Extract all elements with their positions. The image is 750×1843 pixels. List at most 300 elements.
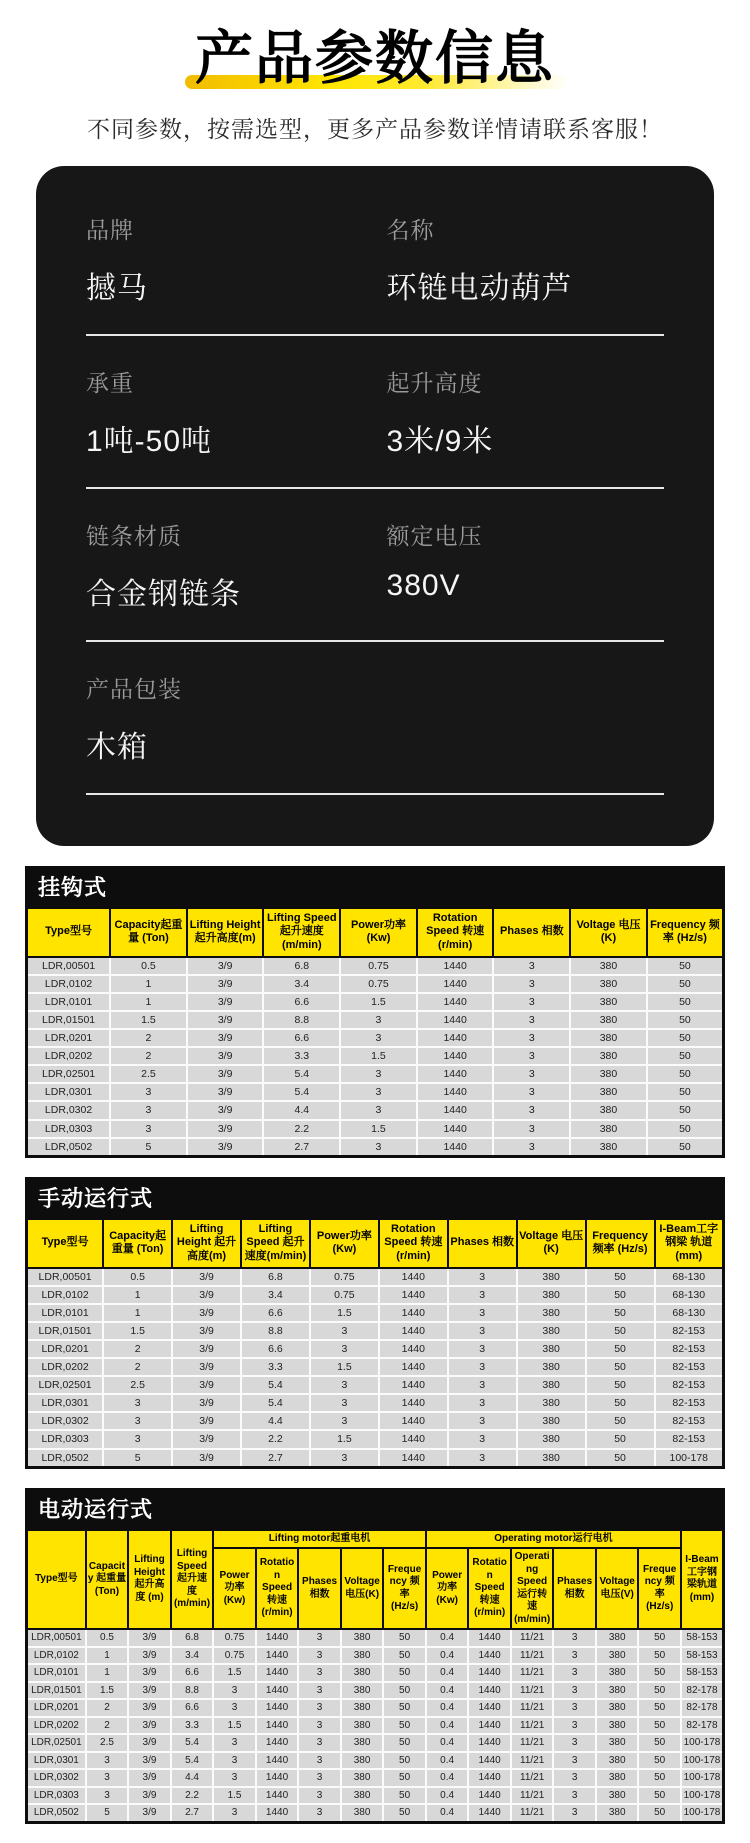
table-cell: 0.4 bbox=[426, 1682, 469, 1700]
table-cell: 50 bbox=[383, 1629, 426, 1647]
table-cell: 3/9 bbox=[172, 1358, 241, 1376]
table-cell: 68-130 bbox=[655, 1304, 724, 1322]
table-header-cell: Power功率(Kw) bbox=[340, 907, 417, 957]
table-cell: 1440 bbox=[417, 1029, 494, 1047]
table-cell: 3 bbox=[553, 1629, 596, 1647]
table-cell: 380 bbox=[596, 1769, 639, 1787]
table-header-cell: I-Beam工字钢梁 轨道(mm) bbox=[655, 1218, 724, 1268]
table-head bbox=[27, 1529, 724, 1629]
table-cell: LDR,0301 bbox=[27, 1083, 111, 1101]
table-cell: 3 bbox=[298, 1647, 341, 1665]
table-cell: 1440 bbox=[468, 1699, 511, 1717]
spec-label: 额定电压 bbox=[386, 522, 483, 549]
table-cell: 1.5 bbox=[213, 1717, 256, 1735]
table-cell: 3.4 bbox=[263, 975, 340, 993]
table-cell: 6.6 bbox=[241, 1340, 310, 1358]
table-row bbox=[27, 1083, 724, 1101]
table-cell: LDR,0303 bbox=[27, 1787, 86, 1805]
table-cell: 0.4 bbox=[426, 1699, 469, 1717]
table-cell: 1440 bbox=[468, 1664, 511, 1682]
table-cell: 5.4 bbox=[171, 1734, 214, 1752]
table-cell: 1440 bbox=[379, 1430, 448, 1448]
table-cell: 3 bbox=[448, 1286, 517, 1304]
table-header-cell: Capacity起重量 (Ton) bbox=[110, 907, 187, 957]
table-head bbox=[27, 1218, 724, 1268]
table-cell: 3 bbox=[298, 1769, 341, 1787]
table-cell: 380 bbox=[341, 1629, 384, 1647]
table-header-cell: Lifting Speed 起升速度(m/min) bbox=[263, 907, 340, 957]
table-cell: 0.4 bbox=[426, 1769, 469, 1787]
table-cell: 1 bbox=[86, 1647, 129, 1665]
table-cell: 3 bbox=[310, 1340, 379, 1358]
table-cell: 0.4 bbox=[426, 1734, 469, 1752]
table-cell: 11/21 bbox=[511, 1647, 554, 1665]
table-cell: 3 bbox=[213, 1682, 256, 1700]
table-cell: 380 bbox=[570, 1101, 647, 1119]
table-row bbox=[27, 1138, 724, 1157]
table-cell: 2 bbox=[103, 1358, 172, 1376]
table-row bbox=[27, 1029, 724, 1047]
table-cell: 0.5 bbox=[110, 957, 187, 975]
table-cell: 3/9 bbox=[128, 1647, 171, 1665]
table-row bbox=[27, 1699, 724, 1717]
table-cell: 3 bbox=[310, 1394, 379, 1412]
table-cell: 6.8 bbox=[171, 1629, 214, 1647]
table-cell: 100-178 bbox=[681, 1804, 724, 1822]
table-cell: 3/9 bbox=[172, 1430, 241, 1448]
table-cell: 1440 bbox=[468, 1717, 511, 1735]
table-cell: 3/9 bbox=[128, 1717, 171, 1735]
table-cell: 1 bbox=[103, 1286, 172, 1304]
table-cell: 6.6 bbox=[171, 1664, 214, 1682]
spec-label: 产品包装 bbox=[86, 675, 182, 702]
table-cell: LDR,0502 bbox=[27, 1138, 111, 1157]
table-header-cell: Lifting Height 起升高度(m) bbox=[172, 1218, 241, 1268]
table-cell: 1440 bbox=[379, 1358, 448, 1376]
table-header-cell: Lifting Speed 起升速度(m/min) bbox=[241, 1218, 310, 1268]
table-cell: 380 bbox=[341, 1752, 384, 1770]
table-cell: 3 bbox=[298, 1664, 341, 1682]
table-cell: 50 bbox=[647, 1011, 724, 1029]
table-cell: LDR,0201 bbox=[27, 1340, 104, 1358]
table-header-group-cell: Operating motor运行电机 bbox=[426, 1529, 681, 1548]
table-cell: 3 bbox=[448, 1449, 517, 1468]
table-cell: 3 bbox=[298, 1734, 341, 1752]
table-cell: 6.8 bbox=[241, 1268, 310, 1286]
table-cell: 3 bbox=[493, 1029, 570, 1047]
table-cell: 50 bbox=[647, 993, 724, 1011]
table-cell: 50 bbox=[638, 1647, 681, 1665]
table-cell: 11/21 bbox=[511, 1717, 554, 1735]
table-row bbox=[27, 1011, 724, 1029]
table-cell: 1440 bbox=[417, 1011, 494, 1029]
table-cell: 1440 bbox=[256, 1699, 299, 1717]
table-cell: LDR,0101 bbox=[27, 1664, 86, 1682]
spec-value: 380V bbox=[386, 568, 461, 602]
table-cell: 380 bbox=[341, 1699, 384, 1717]
table-cell: 1 bbox=[103, 1304, 172, 1322]
table-cell: 1440 bbox=[417, 975, 494, 993]
table-cell: 1440 bbox=[379, 1449, 448, 1468]
table-cell: 3 bbox=[340, 1065, 417, 1083]
table-cell: 380 bbox=[517, 1449, 586, 1468]
table-cell: 3.3 bbox=[241, 1358, 310, 1376]
table-header-cell: Lifting Height 起升高度(m) bbox=[187, 907, 264, 957]
table-hook-type bbox=[25, 906, 725, 1158]
table-row bbox=[27, 1358, 724, 1376]
table-cell: 2.2 bbox=[171, 1787, 214, 1805]
table-cell: 11/21 bbox=[511, 1699, 554, 1717]
table-cell: 100-178 bbox=[681, 1769, 724, 1787]
table-row bbox=[27, 1394, 724, 1412]
table-cell: 3 bbox=[110, 1083, 187, 1101]
table-cell: 3 bbox=[213, 1699, 256, 1717]
table-cell: 3 bbox=[310, 1412, 379, 1430]
table-cell: 380 bbox=[341, 1787, 384, 1805]
table-cell: 3 bbox=[448, 1412, 517, 1430]
table-cell: 3 bbox=[298, 1682, 341, 1700]
table-cell: 100-178 bbox=[681, 1752, 724, 1770]
table-section-hook-type bbox=[25, 866, 725, 1158]
table-cell: 380 bbox=[570, 1029, 647, 1047]
table-cell: 50 bbox=[647, 1120, 724, 1138]
table-row bbox=[27, 1101, 724, 1119]
table-cell: 3/9 bbox=[128, 1734, 171, 1752]
table-cell: 6.8 bbox=[263, 957, 340, 975]
table-cell: 50 bbox=[647, 1101, 724, 1119]
table-header-group-cell: Lifting motor起重电机 bbox=[213, 1529, 426, 1548]
table-row bbox=[27, 1647, 724, 1665]
table-cell: 3 bbox=[298, 1699, 341, 1717]
table-cell: LDR,0102 bbox=[27, 975, 111, 993]
table-cell: LDR,0502 bbox=[27, 1804, 86, 1822]
table-cell: 2.7 bbox=[241, 1449, 310, 1468]
table-cell: 1440 bbox=[468, 1647, 511, 1665]
spec-field-lifting-height bbox=[387, 361, 664, 460]
table-cell: 3 bbox=[493, 1065, 570, 1083]
table-row bbox=[27, 1412, 724, 1430]
table-title-manual-trolley-type: 手动运行式 bbox=[25, 1177, 725, 1217]
table-header-cell: Frequency 频率 (Hz/s) bbox=[586, 1218, 655, 1268]
table-header-cell: Phases 相数 bbox=[493, 907, 570, 957]
table-cell: 3 bbox=[553, 1804, 596, 1822]
spec-field-capacity bbox=[86, 361, 387, 460]
spec-card-row bbox=[86, 514, 664, 613]
table-cell: 1440 bbox=[468, 1752, 511, 1770]
table-header-cell: Phases 相数 bbox=[553, 1548, 596, 1629]
table-cell: LDR,0201 bbox=[27, 1029, 111, 1047]
table-cell: 3 bbox=[493, 1047, 570, 1065]
table-cell: 3/9 bbox=[172, 1286, 241, 1304]
table-cell: 5.4 bbox=[241, 1394, 310, 1412]
table-cell: 3/9 bbox=[128, 1699, 171, 1717]
table-cell: 50 bbox=[647, 1047, 724, 1065]
table-cell: LDR,0303 bbox=[27, 1430, 104, 1448]
table-cell: 58-153 bbox=[681, 1664, 724, 1682]
table-cell: 1.5 bbox=[340, 1047, 417, 1065]
spec-field-chain-material bbox=[86, 514, 387, 613]
table-cell: 82-153 bbox=[655, 1358, 724, 1376]
table-cell: 3/9 bbox=[172, 1394, 241, 1412]
table-cell: 50 bbox=[638, 1682, 681, 1700]
table-header-cell: Voltage 电压(K) bbox=[570, 907, 647, 957]
spec-label: 起升高度 bbox=[386, 369, 483, 396]
table-cell: LDR,0302 bbox=[27, 1769, 86, 1787]
table-cell: 1440 bbox=[256, 1717, 299, 1735]
table-cell: 3/9 bbox=[187, 975, 264, 993]
table-row bbox=[27, 1322, 724, 1340]
table-cell: 1440 bbox=[379, 1304, 448, 1322]
table-cell: 100-178 bbox=[655, 1449, 724, 1468]
table-cell: 1440 bbox=[256, 1629, 299, 1647]
table-cell: 50 bbox=[638, 1717, 681, 1735]
table-cell: 380 bbox=[596, 1647, 639, 1665]
table-cell: 0.75 bbox=[213, 1647, 256, 1665]
table-cell: 11/21 bbox=[511, 1787, 554, 1805]
page-subtitle: 不同参数，按需选型，更多产品参数详情请联系客服！ bbox=[87, 115, 663, 142]
spec-value: 3米/9米 bbox=[386, 424, 494, 458]
table-header-cell: Type型号 bbox=[27, 1529, 86, 1629]
table-cell: 380 bbox=[596, 1787, 639, 1805]
spec-value: 撼马 bbox=[86, 271, 148, 305]
table-cell: 3 bbox=[298, 1717, 341, 1735]
table-cell: 380 bbox=[570, 1065, 647, 1083]
table-cell: 1440 bbox=[256, 1752, 299, 1770]
table-header-cell: Rotation Speed 转速(r/min) bbox=[256, 1548, 299, 1629]
table-header-cell: Type型号 bbox=[27, 1218, 104, 1268]
table-row bbox=[27, 1769, 724, 1787]
table-cell: 1.5 bbox=[340, 1120, 417, 1138]
table-row bbox=[27, 1752, 724, 1770]
table-cell: 50 bbox=[638, 1699, 681, 1717]
table-cell: 1440 bbox=[379, 1340, 448, 1358]
table-cell: 3/9 bbox=[172, 1322, 241, 1340]
table-cell: 3/9 bbox=[172, 1412, 241, 1430]
table-cell: LDR,0301 bbox=[27, 1394, 104, 1412]
table-cell: LDR,01501 bbox=[27, 1682, 86, 1700]
table-cell: 11/21 bbox=[511, 1804, 554, 1822]
table-cell: 3 bbox=[493, 975, 570, 993]
table-cell: 1.5 bbox=[310, 1430, 379, 1448]
table-cell: 50 bbox=[586, 1358, 655, 1376]
table-cell: 3/9 bbox=[187, 993, 264, 1011]
table-cell: 3 bbox=[448, 1358, 517, 1376]
table-cell: 3 bbox=[340, 1011, 417, 1029]
table-cell: 3.3 bbox=[263, 1047, 340, 1065]
table-header-cell: Voltage 电压(K) bbox=[517, 1218, 586, 1268]
table-cell: 1440 bbox=[417, 1083, 494, 1101]
table-row bbox=[27, 1304, 724, 1322]
table-cell: 1440 bbox=[417, 1065, 494, 1083]
table-row bbox=[27, 1734, 724, 1752]
table-section-manual-trolley-type bbox=[25, 1177, 725, 1469]
table-cell: 3 bbox=[448, 1268, 517, 1286]
table-cell: 380 bbox=[570, 1047, 647, 1065]
table-cell: 1.5 bbox=[310, 1304, 379, 1322]
table-cell: 0.75 bbox=[340, 957, 417, 975]
table-cell: 82-153 bbox=[655, 1322, 724, 1340]
table-cell: 58-153 bbox=[681, 1647, 724, 1665]
table-cell: 2.7 bbox=[263, 1138, 340, 1157]
table-cell: 50 bbox=[586, 1412, 655, 1430]
table-cell: 3/9 bbox=[128, 1629, 171, 1647]
spec-value: 1吨-50吨 bbox=[86, 424, 213, 458]
table-cell: 3 bbox=[86, 1787, 129, 1805]
table-cell: LDR,0102 bbox=[27, 1647, 86, 1665]
table-cell: LDR,00501 bbox=[27, 1629, 86, 1647]
table-cell: 3/9 bbox=[187, 1029, 264, 1047]
table-cell: 11/21 bbox=[511, 1682, 554, 1700]
table-cell: 3 bbox=[110, 1120, 187, 1138]
table-cell: 380 bbox=[570, 1138, 647, 1157]
table-cell: 3/9 bbox=[187, 1065, 264, 1083]
table-cell: 1440 bbox=[256, 1647, 299, 1665]
table-cell: 1440 bbox=[379, 1268, 448, 1286]
table-cell: 50 bbox=[383, 1787, 426, 1805]
table-cell: 3/9 bbox=[172, 1268, 241, 1286]
table-header-cell: Rotation Speed 转速(r/min) bbox=[379, 1218, 448, 1268]
spec-field-brand bbox=[86, 208, 387, 307]
table-cell: 0.4 bbox=[426, 1629, 469, 1647]
spec-field-packaging bbox=[86, 667, 387, 766]
table-cell: 3 bbox=[553, 1664, 596, 1682]
table-cell: 3 bbox=[493, 1083, 570, 1101]
table-cell: 3 bbox=[493, 1101, 570, 1119]
table-cell: 50 bbox=[383, 1752, 426, 1770]
table-cell: LDR,0201 bbox=[27, 1699, 86, 1717]
table-cell: LDR,0102 bbox=[27, 1286, 104, 1304]
table-cell: 3 bbox=[298, 1787, 341, 1805]
table-body bbox=[27, 1268, 724, 1467]
table-cell: 50 bbox=[647, 1083, 724, 1101]
table-cell: 2.2 bbox=[241, 1430, 310, 1448]
table-header-cell: Phases 相数 bbox=[448, 1218, 517, 1268]
table-cell: 3 bbox=[213, 1734, 256, 1752]
table-cell: 4.4 bbox=[171, 1769, 214, 1787]
table-cell: 50 bbox=[647, 975, 724, 993]
table-cell: 3 bbox=[110, 1101, 187, 1119]
spec-label: 承重 bbox=[86, 369, 134, 396]
table-cell: 380 bbox=[517, 1304, 586, 1322]
table-cell: 3.4 bbox=[171, 1647, 214, 1665]
table-cell: 50 bbox=[638, 1752, 681, 1770]
table-cell: 3 bbox=[553, 1699, 596, 1717]
table-cell: 380 bbox=[596, 1752, 639, 1770]
table-head bbox=[27, 907, 724, 957]
table-cell: 1.5 bbox=[86, 1682, 129, 1700]
spec-label: 链条材质 bbox=[86, 522, 182, 549]
table-row bbox=[27, 1787, 724, 1805]
table-cell: 380 bbox=[570, 1120, 647, 1138]
table-row bbox=[27, 1376, 724, 1394]
table-cell: 380 bbox=[341, 1769, 384, 1787]
table-header-cell: Frequency 频率 (Hz/s) bbox=[647, 907, 724, 957]
table-cell: LDR,0202 bbox=[27, 1047, 111, 1065]
table-cell: 11/21 bbox=[511, 1734, 554, 1752]
table-cell: 11/21 bbox=[511, 1629, 554, 1647]
table-cell: 380 bbox=[341, 1734, 384, 1752]
table-cell: 50 bbox=[383, 1682, 426, 1700]
table-cell: 3 bbox=[213, 1752, 256, 1770]
spec-card-row bbox=[86, 361, 664, 460]
table-cell: LDR,0202 bbox=[27, 1717, 86, 1735]
table-cell: 0.4 bbox=[426, 1752, 469, 1770]
table-cell: LDR,0303 bbox=[27, 1120, 111, 1138]
table-cell: 1440 bbox=[468, 1769, 511, 1787]
table-cell: 1440 bbox=[468, 1629, 511, 1647]
table-cell: 3 bbox=[448, 1376, 517, 1394]
table-title-hook-type: 挂钩式 bbox=[25, 866, 725, 906]
table-cell: 0.4 bbox=[426, 1787, 469, 1805]
table-cell: 3/9 bbox=[128, 1752, 171, 1770]
table-cell: 50 bbox=[647, 957, 724, 975]
table-cell: 50 bbox=[586, 1268, 655, 1286]
table-cell: 3 bbox=[340, 1029, 417, 1047]
table-cell: 380 bbox=[570, 993, 647, 1011]
table-cell: LDR,02501 bbox=[27, 1734, 86, 1752]
table-cell: 3 bbox=[340, 1138, 417, 1157]
table-cell: 8.8 bbox=[241, 1322, 310, 1340]
table-cell: 380 bbox=[570, 1011, 647, 1029]
table-cell: 6.6 bbox=[263, 1029, 340, 1047]
table-cell: 1.5 bbox=[110, 1011, 187, 1029]
table-cell: 1440 bbox=[468, 1804, 511, 1822]
table-cell: 3 bbox=[553, 1717, 596, 1735]
table-cell: 380 bbox=[517, 1322, 586, 1340]
table-cell: 380 bbox=[341, 1647, 384, 1665]
table-header-cell: Capacity 起重量 (Ton) bbox=[86, 1529, 129, 1629]
table-cell: 0.4 bbox=[426, 1664, 469, 1682]
table-cell: 6.6 bbox=[171, 1699, 214, 1717]
table-cell: 3/9 bbox=[172, 1449, 241, 1468]
table-cell: 1440 bbox=[417, 1138, 494, 1157]
table-cell: 380 bbox=[570, 975, 647, 993]
spec-field-name bbox=[387, 208, 664, 307]
table-cell: 1440 bbox=[468, 1682, 511, 1700]
card-divider bbox=[86, 334, 664, 336]
table-header-cell: Power功率(Kw) bbox=[213, 1548, 256, 1629]
table-cell: 11/21 bbox=[511, 1752, 554, 1770]
table-cell: 380 bbox=[517, 1358, 586, 1376]
table-cell: 380 bbox=[596, 1699, 639, 1717]
table-cell: 2 bbox=[110, 1029, 187, 1047]
table-row bbox=[27, 1286, 724, 1304]
table-cell: 1440 bbox=[379, 1322, 448, 1340]
table-header-row bbox=[27, 907, 724, 957]
table-cell: 50 bbox=[383, 1664, 426, 1682]
table-cell: 3 bbox=[553, 1769, 596, 1787]
table-cell: 3 bbox=[86, 1752, 129, 1770]
table-cell: 82-178 bbox=[681, 1682, 724, 1700]
table-cell: 5 bbox=[86, 1804, 129, 1822]
table-cell: 3 bbox=[310, 1449, 379, 1468]
table-cell: 3/9 bbox=[128, 1804, 171, 1822]
table-cell: 1440 bbox=[379, 1286, 448, 1304]
table-cell: 3 bbox=[310, 1322, 379, 1340]
table-cell: 1.5 bbox=[103, 1322, 172, 1340]
table-cell: 3 bbox=[493, 1011, 570, 1029]
table-cell: 50 bbox=[586, 1304, 655, 1322]
table-cell: 82-153 bbox=[655, 1376, 724, 1394]
table-cell: 380 bbox=[517, 1412, 586, 1430]
table-cell: 1 bbox=[86, 1664, 129, 1682]
table-cell: 380 bbox=[341, 1682, 384, 1700]
table-cell: 3 bbox=[213, 1804, 256, 1822]
table-cell: 3 bbox=[340, 1083, 417, 1101]
table-cell: LDR,0302 bbox=[27, 1412, 104, 1430]
table-cell: 3 bbox=[493, 957, 570, 975]
table-title-electric-trolley-type: 电动运行式 bbox=[25, 1488, 725, 1528]
